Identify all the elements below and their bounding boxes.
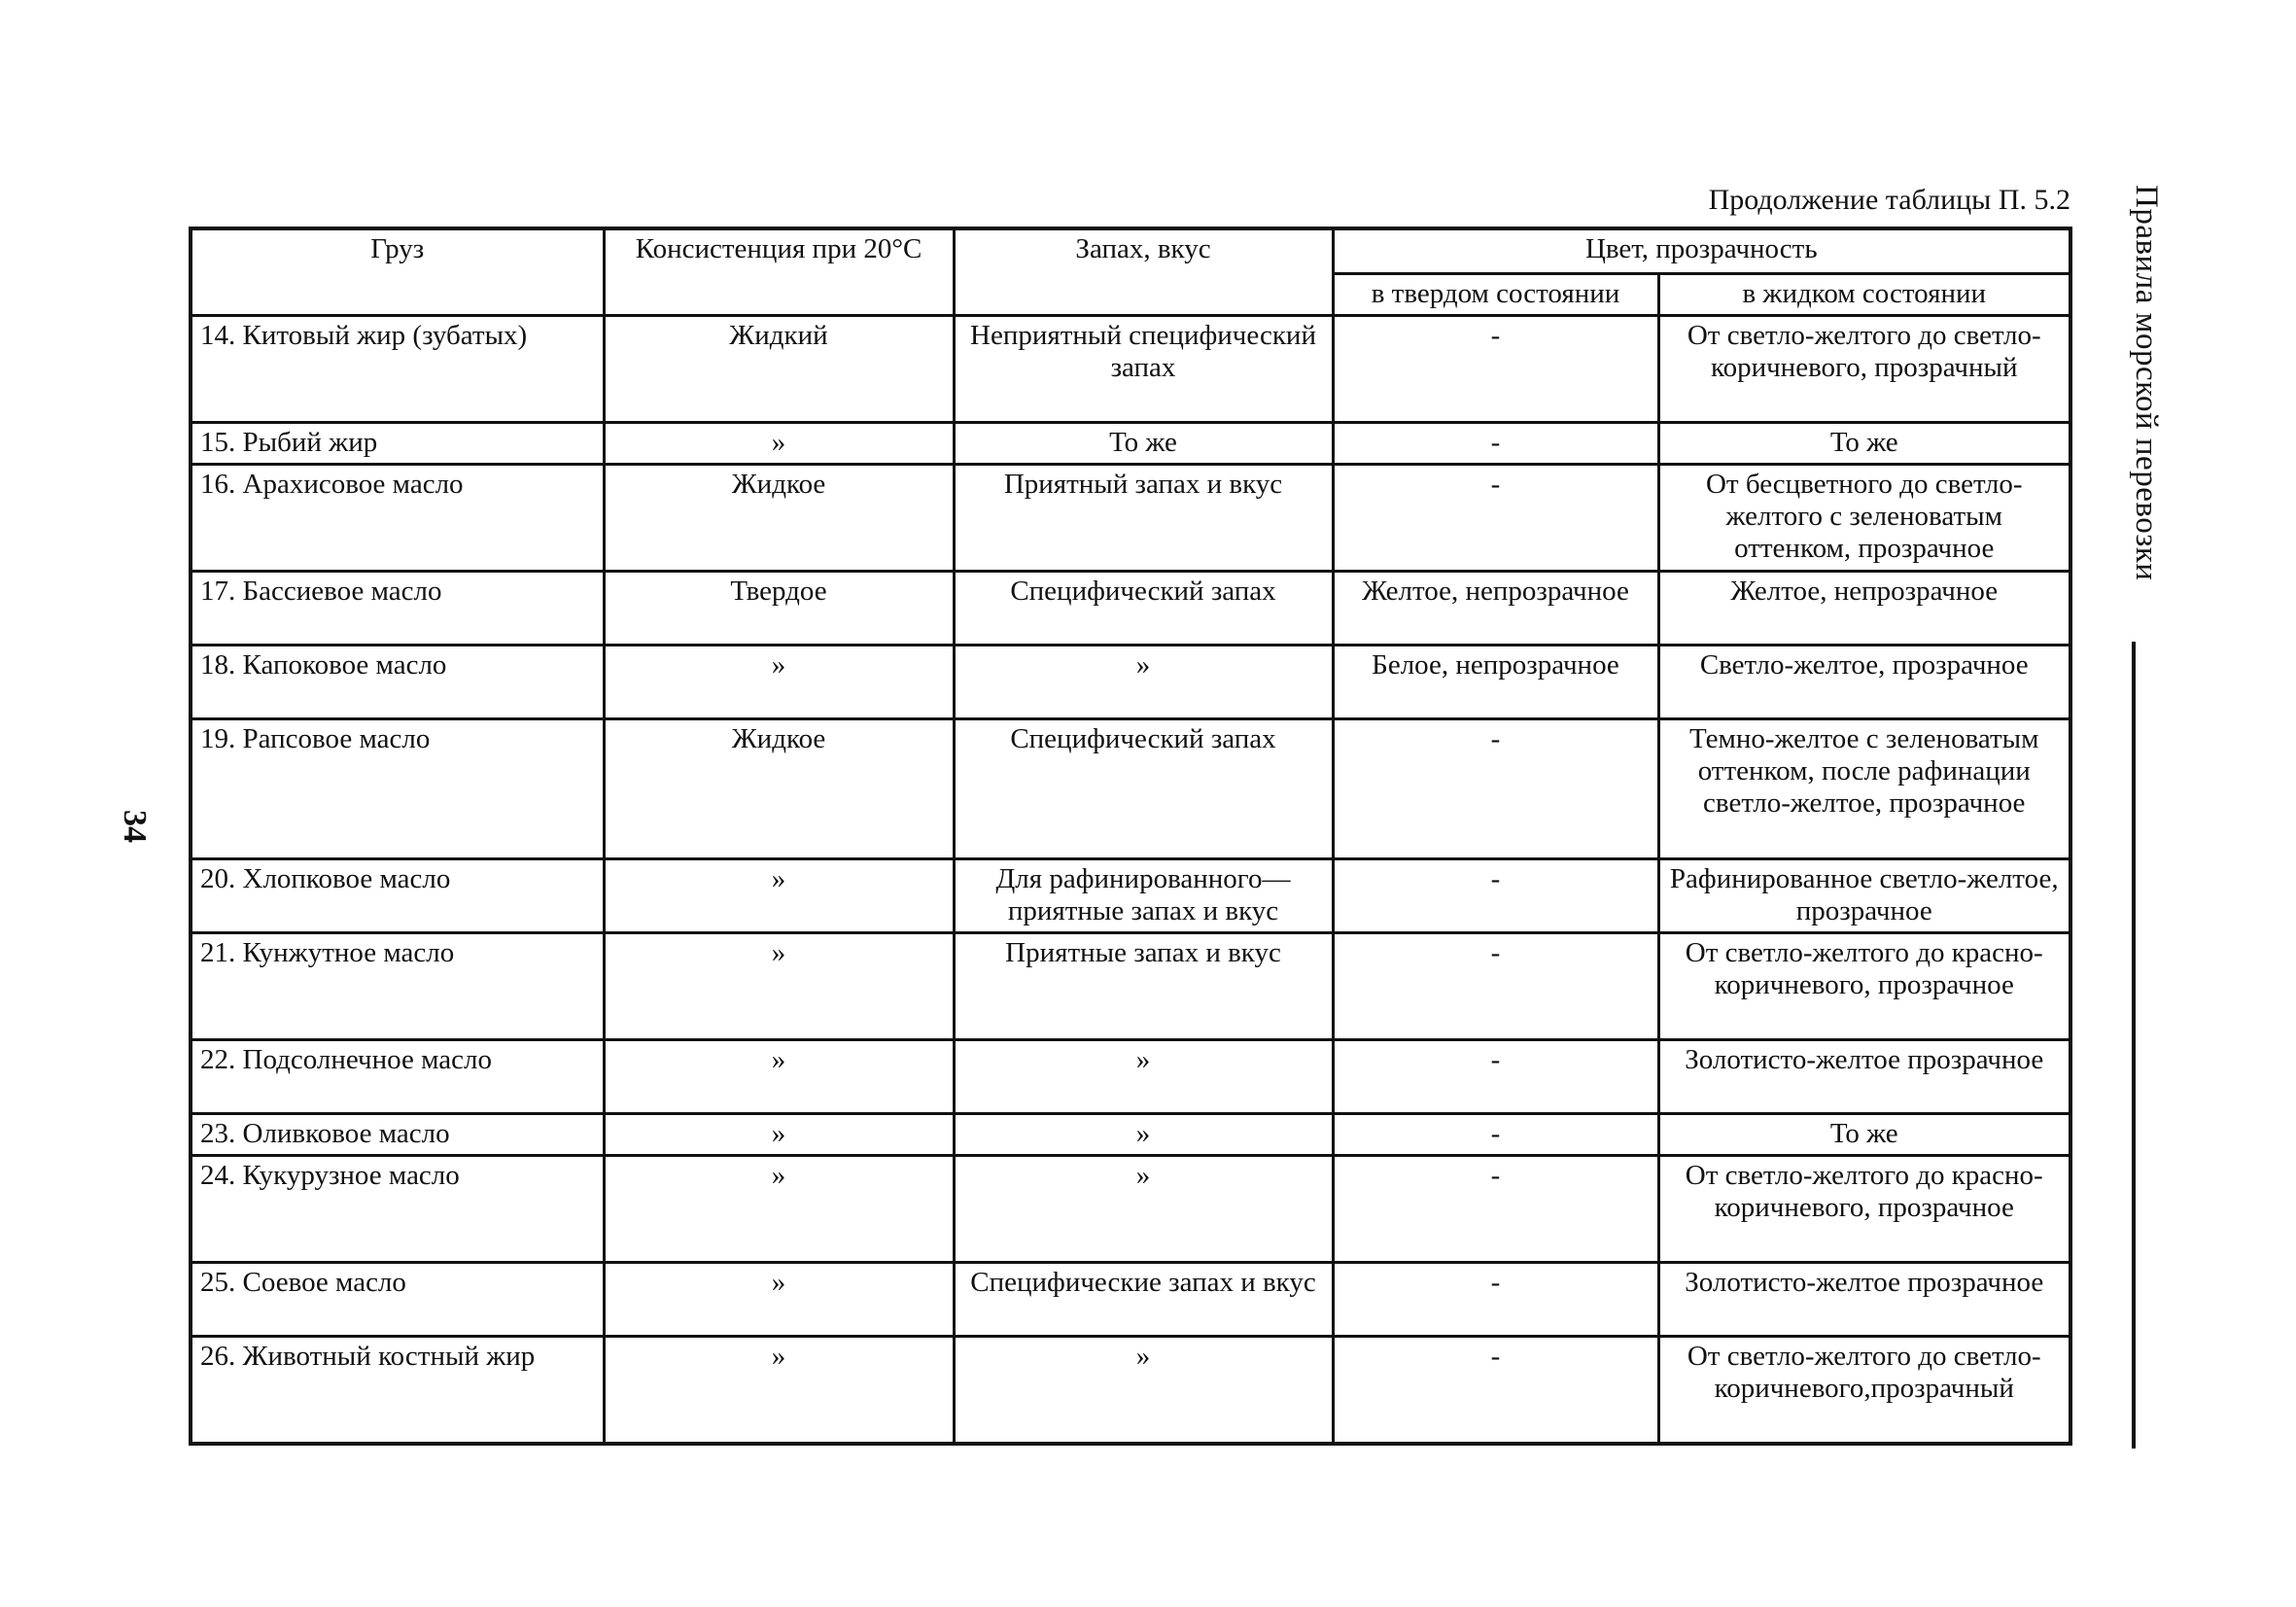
cell-smell-taste: » bbox=[954, 1337, 1333, 1444]
cell-color-liquid: То же bbox=[1658, 423, 2070, 465]
cell-consistency: » bbox=[604, 1156, 954, 1263]
cell-color-solid: - bbox=[1333, 465, 1658, 572]
cell-color-solid: - bbox=[1333, 933, 1658, 1040]
cell-smell-taste: Специфические запах и вкус bbox=[954, 1263, 1333, 1337]
table-row bbox=[191, 423, 2070, 465]
header-smell-taste: Запах, вкус bbox=[954, 228, 1333, 316]
header-liquid-state: в жидком состоянии bbox=[1658, 274, 2070, 316]
cell-cargo: 20. Хлопковое масло bbox=[191, 859, 604, 933]
cell-cargo: 18. Капоковое масло bbox=[191, 646, 604, 719]
table-row bbox=[191, 1263, 2070, 1337]
table-caption: Продолжение таблицы П. 5.2 bbox=[1708, 184, 2070, 216]
cell-consistency: » bbox=[604, 1337, 954, 1444]
cell-consistency: Жидкое bbox=[604, 719, 954, 859]
table-row bbox=[191, 1040, 2070, 1114]
cell-color-liquid: От бесцветного до светло-желтого с зеленоватым оттенком, прозрачное bbox=[1658, 465, 2070, 572]
cell-consistency: » bbox=[604, 1114, 954, 1156]
running-title: Правила морской перевозки bbox=[2129, 185, 2164, 581]
cell-color-liquid: Золотисто-желтое прозрачное bbox=[1658, 1040, 2070, 1114]
cell-consistency: Жидкое bbox=[604, 465, 954, 572]
cell-color-liquid: От светло-желтого до красно-коричневого, прозрачное bbox=[1658, 1156, 2070, 1263]
table-row bbox=[191, 465, 2070, 572]
cell-color-solid: - bbox=[1333, 1040, 1658, 1114]
cell-smell-taste: Приятный запах и вкус bbox=[954, 465, 1333, 572]
cell-cargo: 14. Китовый жир (зубатых) bbox=[191, 316, 604, 423]
cell-cargo: 16. Арахисовое масло bbox=[191, 465, 604, 572]
cell-smell-taste: Специфический запах bbox=[954, 719, 1333, 859]
table-row bbox=[191, 572, 2070, 646]
cell-color-liquid: От светло-желтого до красно-коричневого, прозрачное bbox=[1658, 933, 2070, 1040]
cell-color-solid: - bbox=[1333, 316, 1658, 423]
cell-smell-taste: » bbox=[954, 1114, 1333, 1156]
header-cargo: Груз bbox=[191, 228, 604, 316]
page-number: 34 bbox=[117, 810, 153, 843]
cell-color-liquid: От светло-желтого до светло-коричневого,прозрачный bbox=[1658, 1337, 2070, 1444]
table-row bbox=[191, 1114, 2070, 1156]
cell-cargo: 19. Рапсовое масло bbox=[191, 719, 604, 859]
cell-smell-taste: Специфический запах bbox=[954, 572, 1333, 646]
cell-cargo: 22. Подсолнечное масло bbox=[191, 1040, 604, 1114]
table-row bbox=[191, 719, 2070, 859]
cell-cargo: 23. Оливковое масло bbox=[191, 1114, 604, 1156]
cell-color-liquid: Желтое, непрозрачное bbox=[1658, 572, 2070, 646]
cell-cargo: 21. Кунжутное масло bbox=[191, 933, 604, 1040]
cell-color-solid: - bbox=[1333, 859, 1658, 933]
cell-color-solid: - bbox=[1333, 719, 1658, 859]
cell-smell-taste: » bbox=[954, 1040, 1333, 1114]
table-row bbox=[191, 316, 2070, 423]
header-solid-state: в твердом состоянии bbox=[1333, 274, 1658, 316]
cell-cargo: 25. Соевое масло bbox=[191, 1263, 604, 1337]
table-header-row bbox=[191, 228, 2070, 274]
cell-smell-taste: Неприятный специфический запах bbox=[954, 316, 1333, 423]
cell-color-solid: - bbox=[1333, 1156, 1658, 1263]
cell-smell-taste: То же bbox=[954, 423, 1333, 465]
table-row bbox=[191, 859, 2070, 933]
cell-color-liquid: Золотисто-желтое прозрачное bbox=[1658, 1263, 2070, 1337]
cell-color-solid: - bbox=[1333, 423, 1658, 465]
table-row bbox=[191, 1337, 2070, 1444]
header-color-transparency: Цвет, прозрачность bbox=[1333, 228, 2070, 274]
cell-color-solid: - bbox=[1333, 1114, 1658, 1156]
cell-color-liquid: Светло-желтое, прозрачное bbox=[1658, 646, 2070, 719]
table-row bbox=[191, 646, 2070, 719]
cell-color-liquid: От светло-желтого до светло-коричневого, прозрачный bbox=[1658, 316, 2070, 423]
cell-cargo: 24. Кукурузное масло bbox=[191, 1156, 604, 1263]
cell-color-solid: Желтое, непрозрачное bbox=[1333, 572, 1658, 646]
cargo-properties-table bbox=[189, 227, 2072, 1446]
cell-smell-taste: Приятные запах и вкус bbox=[954, 933, 1333, 1040]
cell-consistency: » bbox=[604, 646, 954, 719]
cell-smell-taste: » bbox=[954, 1156, 1333, 1263]
cell-color-solid: Белое, непрозрачное bbox=[1333, 646, 1658, 719]
table-row bbox=[191, 1156, 2070, 1263]
cell-cargo: 15. Рыбий жир bbox=[191, 423, 604, 465]
cell-color-solid: - bbox=[1333, 1337, 1658, 1444]
table-row bbox=[191, 933, 2070, 1040]
cell-cargo: 17. Бассиевое масло bbox=[191, 572, 604, 646]
cell-color-liquid: Рафинированное светло-желтое, прозрачное bbox=[1658, 859, 2070, 933]
header-consistency: Консистенция при 20°С bbox=[604, 228, 954, 316]
cell-smell-taste: Для рафинированного— приятные запах и вкус bbox=[954, 859, 1333, 933]
cell-consistency: » bbox=[604, 859, 954, 933]
margin-rule bbox=[2132, 642, 2136, 1449]
cell-color-liquid: То же bbox=[1658, 1114, 2070, 1156]
cell-consistency: » bbox=[604, 933, 954, 1040]
cell-consistency: Жидкий bbox=[604, 316, 954, 423]
cell-consistency: » bbox=[604, 423, 954, 465]
cell-color-liquid: Темно-желтое с зеленоватым оттенком, после рафинации светло-желтое, прозрачное bbox=[1658, 719, 2070, 859]
cell-smell-taste: » bbox=[954, 646, 1333, 719]
cell-consistency: Твердое bbox=[604, 572, 954, 646]
cell-consistency: » bbox=[604, 1040, 954, 1114]
cell-color-solid: - bbox=[1333, 1263, 1658, 1337]
cell-cargo: 26. Животный костный жир bbox=[191, 1337, 604, 1444]
cell-consistency: » bbox=[604, 1263, 954, 1337]
